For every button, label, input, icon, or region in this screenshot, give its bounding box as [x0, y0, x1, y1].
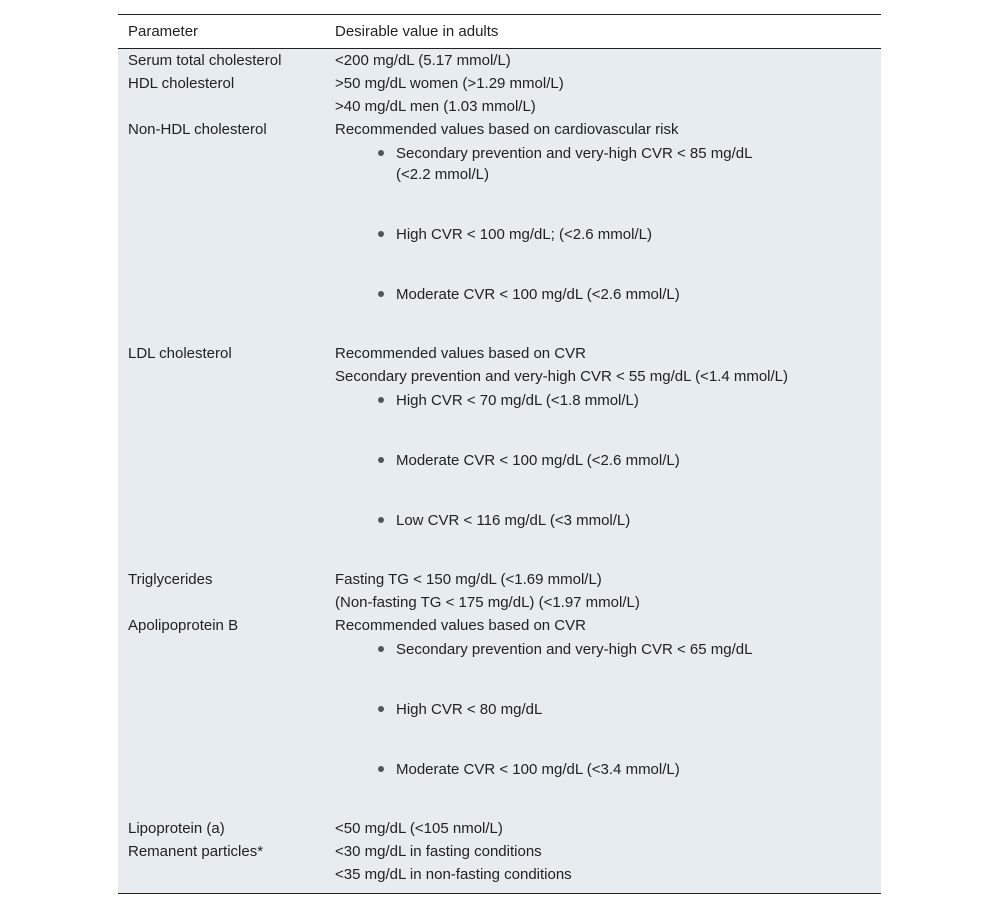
bullet-icon	[378, 397, 384, 403]
value-tg-nonfasting: (Non-fasting TG < 175 mg/dL) (<1.97 mmol/L)	[335, 594, 640, 611]
bullet-icon	[378, 766, 384, 772]
param-apob: Apolipoprotein B	[128, 617, 239, 634]
param-remnant: Remanent particles*	[128, 843, 264, 860]
value-remnant-fasting: <30 mg/dL in fasting conditions	[335, 843, 542, 860]
bullet-icon	[378, 706, 384, 712]
value-tg-fasting: Fasting TG < 150 mg/dL (<1.69 mmol/L)	[335, 571, 602, 588]
value-hdl-women: >50 mg/dL women (>1.29 mmol/L)	[335, 75, 564, 92]
bullet-icon	[378, 231, 384, 237]
bullet-icon	[378, 457, 384, 463]
param-lpa: Lipoprotein (a)	[128, 820, 225, 837]
value-hdl-men: >40 mg/dL men (1.03 mmol/L)	[335, 98, 536, 115]
bullet-icon	[378, 150, 384, 156]
value-lpa: <50 mg/dL (<105 nmol/L)	[335, 820, 503, 837]
header-parameter: Parameter	[128, 23, 199, 40]
value-ldl-secondary: Secondary prevention and very-high CVR < 55 mg/dL (<1.4 mmol/L)	[335, 368, 789, 385]
param-non-hdl: Non-HDL cholesterol	[128, 121, 267, 138]
param-triglycerides: Triglycerides	[128, 571, 213, 588]
bullet-icon	[378, 291, 384, 297]
value-non-hdl-intro: Recommended values based on cardiovascular risk	[335, 121, 679, 138]
header-desirable-value: Desirable value in adults	[335, 23, 499, 40]
value-apob-intro: Recommended values based on CVR	[335, 617, 586, 634]
bullet-icon	[378, 517, 384, 523]
table-header	[118, 15, 881, 49]
value-total-cholesterol: <200 mg/dL (5.17 mmol/L)	[335, 52, 511, 69]
param-total-cholesterol: Serum total cholesterol	[128, 52, 282, 69]
bullet-icon	[378, 646, 384, 652]
value-remnant-nonfasting: <35 mg/dL in non-fasting conditions	[335, 866, 572, 883]
param-ldl: LDL cholesterol	[128, 345, 232, 362]
lipid-parameters-table: Parameter Desirable value in adults Serum total cholesterol <200 mg/dL (5.17 mmol/L) HDL cholesterol >50 mg/dL women (>1.29 mmol/L) >40 mg/dL men (1.03 mmol/L) Non-HDL cholesterol Recommended values based on cardiovascular risk Secondary prevention and very-high CVR < 85 mg/dL (<2.2 mmol/L) High CVR < 100 mg/dL; (<2.6 mmol/L) Moderate CVR < 100 mg/dL (<2.6 mmol/L) LDL cholesterol Recommended values based on CVR Secondary prevention and very-high CVR < 55 mg/dL (<1.4 mmol/L) High CVR < 70 mg/dL (<1.8 mmol/L) Moderate CVR < 100 mg/dL (<2.6 mmol/L) Low CVR < 116 mg/dL (<3 mmol/L) Triglycerides Fasting TG < 150 mg/dL (<1.69 mmol/L) (Non-fasting TG < 175 mg/dL) (<1.97 mmol/L) Apolipoprotein B Recommended values based on CVR Secondary prevention and very-high CVR < 65 mg/dL High CVR < 80 mg/dL Moderate CVR < 100 mg/dL (<3.4 mmol/L) Lipoprotein (a) <50 mg/dL (<105 nmol/L) Remanent particles* <30 mg/dL in fasting conditions <35 mg/dL in non-fasting conditions	[118, 14, 881, 894]
value-ldl-intro: Recommended values based on CVR	[335, 345, 586, 362]
param-hdl: HDL cholesterol	[128, 75, 235, 92]
